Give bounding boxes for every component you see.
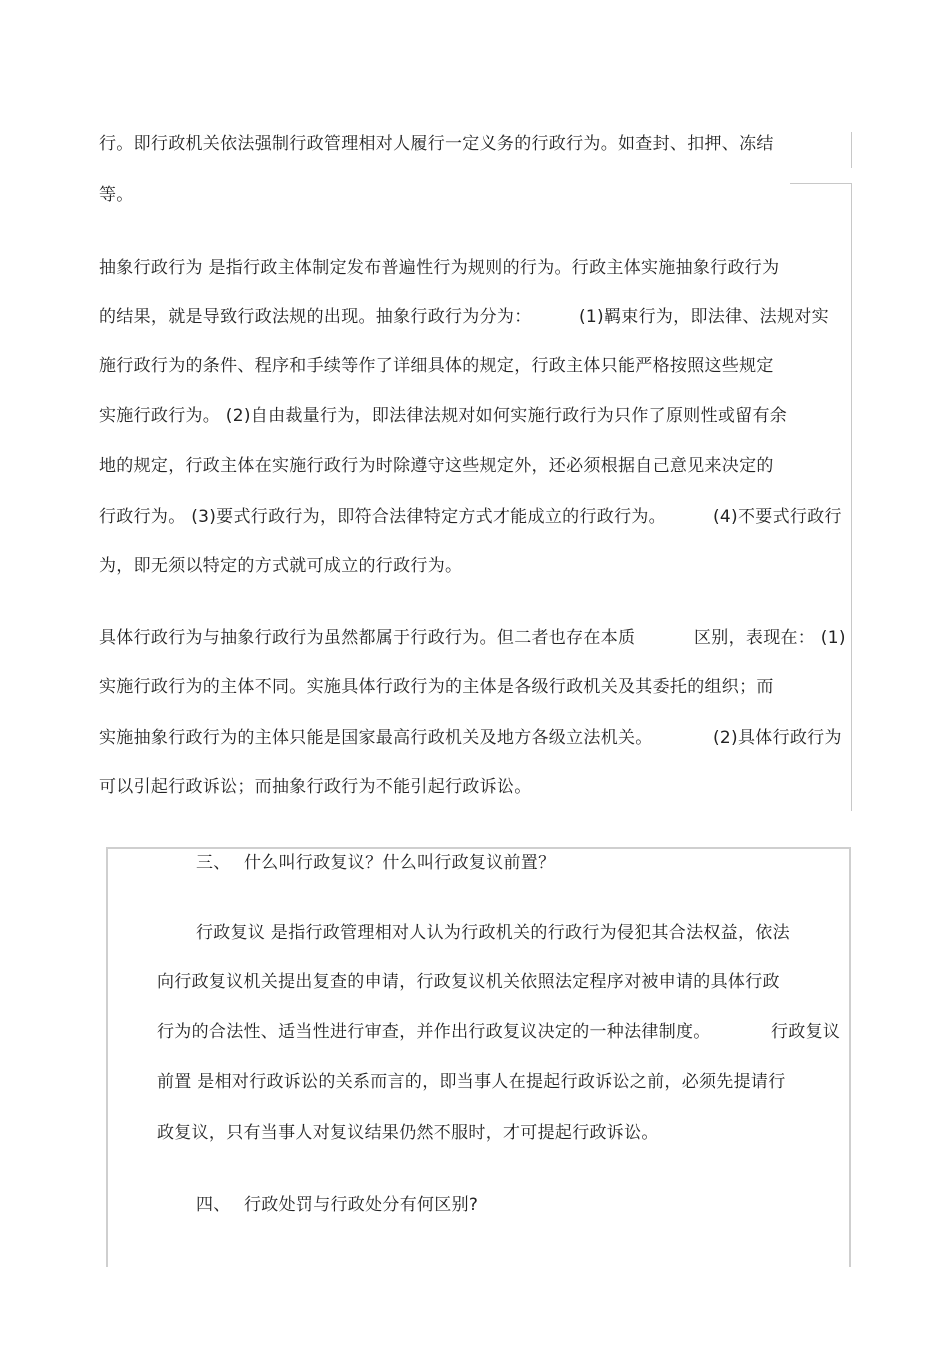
- text-line: 的结果，就是导致行政法规的出现。抽象行政行为分为：: [99, 307, 532, 327]
- section-3-title: 什么叫行政复议？什么叫行政复议前置？: [244, 853, 556, 873]
- text-line: 向行政复议机关提出复查的申请，行政复议机关依照法定程序对被申请的具体行政: [157, 972, 780, 992]
- text-line: 实施行政行为。 (2)自由裁量行为，即法律法规对如何实施行政行为只作了原则性或留有余: [99, 406, 788, 426]
- section-4-number: 四、: [196, 1195, 231, 1215]
- section-3-number: 三、: [196, 853, 231, 873]
- text-line: (1)羁束行为，即法律、法规对实: [579, 307, 829, 327]
- top-rule: [790, 183, 852, 184]
- text-line: 前置 是相对行政诉讼的关系而言的，即当事人在提起行政诉讼之前，必须先提请行: [157, 1072, 786, 1092]
- text-line: 行政复议: [771, 1022, 841, 1042]
- text-line: 实施抽象行政行为的主体只能是国家最高行政机关及地方各级立法机关。: [99, 728, 653, 748]
- text-line: 抽象行政行为 是指行政主体制定发布普遍性行为规则的行为。行政主体实施抽象行政行为: [99, 258, 780, 278]
- text-line: 具体行政行为与抽象行政行为虽然都属于行政行为。但二者也存在本质: [99, 628, 636, 648]
- text-line: 实施行政行为的主体不同。实施具体行政行为的主体是各级行政机关及其委托的组织；而: [99, 677, 774, 697]
- text-line: 等。: [99, 185, 134, 205]
- text-line: 区别，表现在： (1): [694, 628, 846, 648]
- text-line: 地的规定，行政主体在实施行政行为时除遵守这些规定外，还必须根据自己意见来决定的: [99, 456, 774, 476]
- text-line: 政复议，只有当事人对复议结果仍然不服时，才可提起行政诉讼。: [157, 1123, 659, 1143]
- text-line: 可以引起行政诉讼；而抽象行政行为不能引起行政诉讼。: [99, 777, 532, 797]
- text-line: (4)不要式行政行: [713, 507, 842, 527]
- text-line: 行政行为。 (3)要式行政行为，即符合法律特定方式才能成立的行政行为。: [99, 507, 666, 527]
- right-rule-top: [851, 132, 852, 168]
- text-line: 施行政行为的条件、程序和手续等作了详细具体的规定，行政主体只能严格按照这些规定: [99, 356, 774, 376]
- text-line: 行为的合法性、适当性进行审查，并作出行政复议决定的一种法律制度。: [157, 1022, 711, 1042]
- text-line: (2)具体行政行为: [713, 728, 842, 748]
- text-line: 行政复议 是指行政管理相对人认为行政机关的行政行为侵犯其合法权益，依法: [196, 923, 790, 943]
- section-4-title: 行政处罚与行政处分有何区别?: [244, 1195, 479, 1215]
- right-rule-body: [851, 183, 852, 811]
- text-line: 行。即行政机关依法强制行政管理相对人履行一定义务的行政行为。如查封、扣押、冻结: [99, 134, 774, 154]
- text-line: 为，即无须以特定的方式就可成立的行政行为。: [99, 556, 463, 576]
